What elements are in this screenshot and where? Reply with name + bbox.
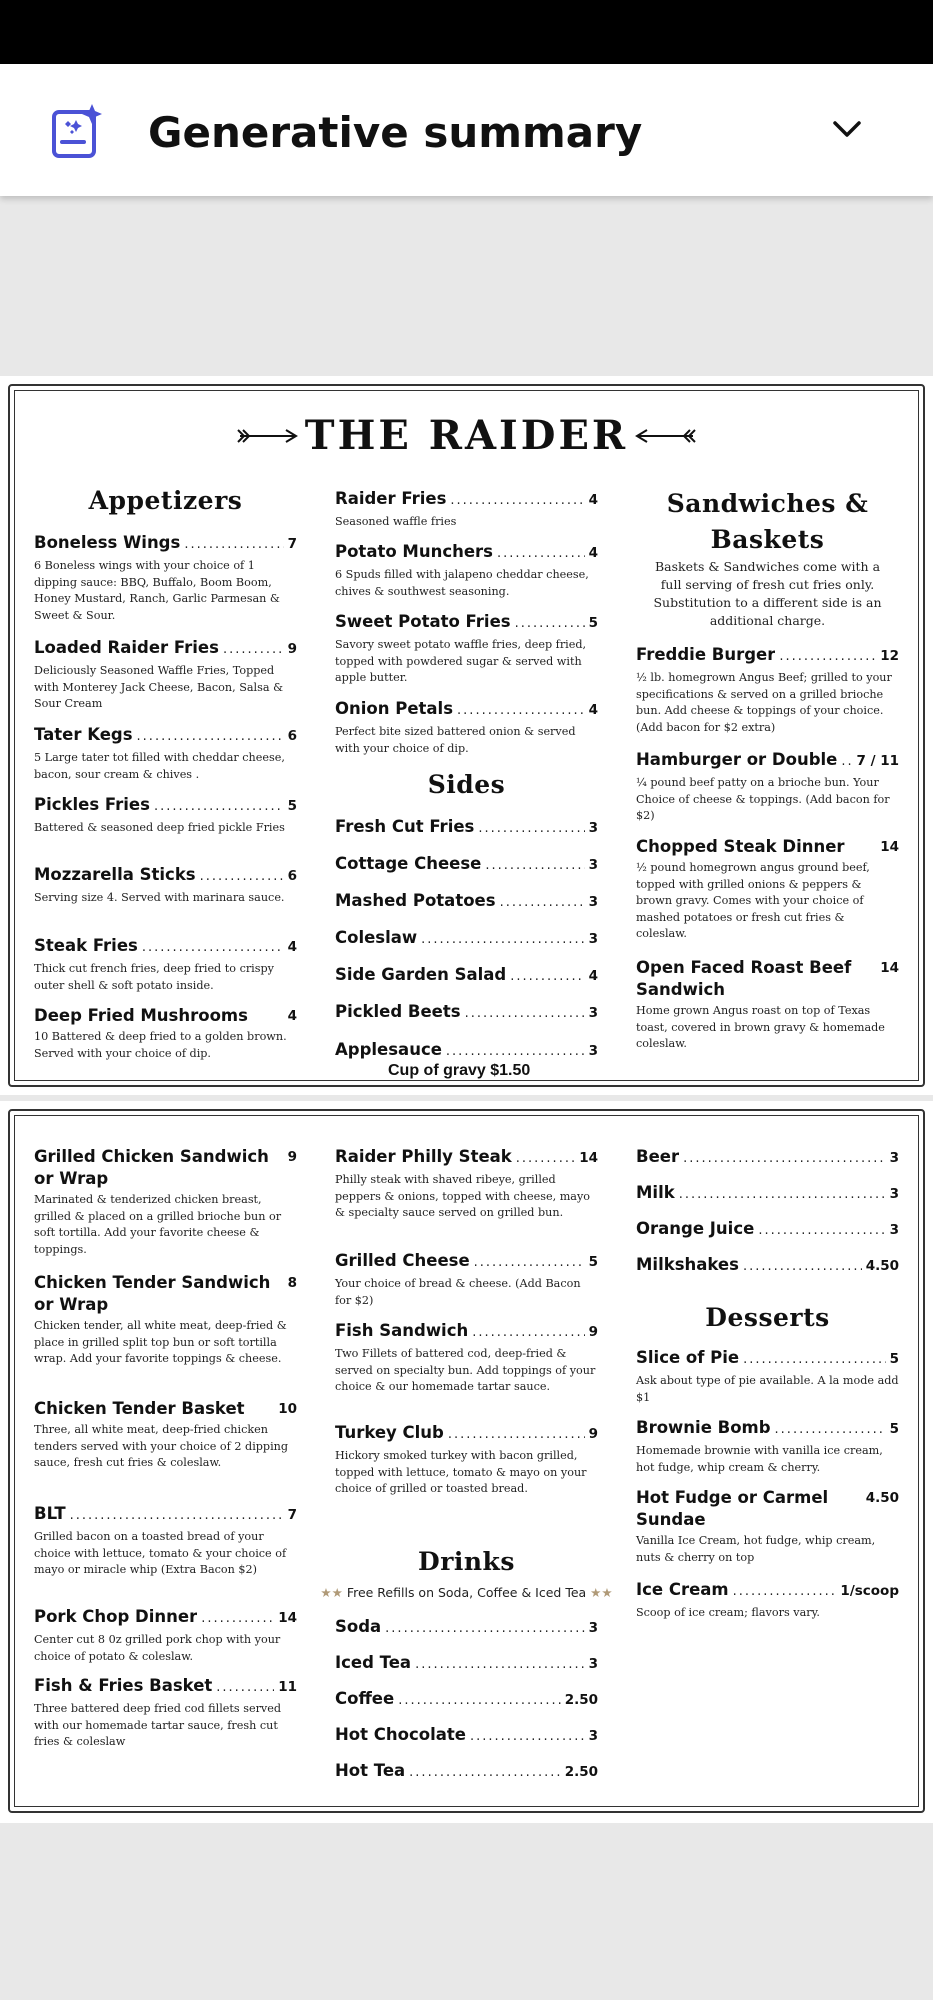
appetizers-column [34,376,297,1095]
middle-column [335,376,598,1095]
menu-item: Pickled Beets ..... 3 [335,1001,598,1025]
restaurant-name: THE RAIDER [304,412,629,459]
right-column [636,1101,899,1821]
menu-item: Freddie Burger ..... 12 ½ lb. homegrown Angus Beef; grilled to your specifications & served on a grilled brioche bun. Add cheese & toppings of your choice. (Add bacon for $2 extra) [636,644,899,736]
menu-item: Potato Munchers ..... 4 6 Spuds filled with jalapeno cheddar cheese, chives & southwest seasoning. [335,541,598,600]
menu-page-1 [0,376,933,1095]
menu-item: Fish & Fries Basket ..... 11 Three battered deep fried cod fillets served with our homemade tartar sauce, fresh cut fries & coleslaw [34,1675,297,1751]
menu-item: BLT ..... 7 Grilled bacon on a toasted bread of your choice with lettuce, tomato & your choice of mayo or miracle whip (Extra Bacon $2) [34,1503,297,1579]
section-heading: Desserts [705,1303,830,1332]
menu-item: Cottage Cheese ..... 3 [335,853,598,877]
gravy-note: Cup of gravy $1.50 [388,1062,531,1079]
menu-item: Raider Fries ..... 4 Seasoned waffle fries [335,488,598,531]
section-heading: Drinks [418,1547,515,1576]
menu-item: Pork Chop Dinner ..... 14 Center cut 8 0z grilled pork chop with your choice of potato & coleslaw. [34,1606,297,1665]
menu-item: Loaded Raider Fries ..... 9 Deliciously Seasoned Waffle Fries, Topped with Monterey Jack Cheese, Bacon, Salsa & Sour Cream [34,637,297,713]
star-icon: ★★ [320,1585,343,1600]
menu-item: 10 Chicken Tender Basket Three, all white meat, deep-fried chicken tenders served with your choice of 2 dipping sauce, fresh cut fries & coleslaw. [34,1399,297,1469]
menu-item: Coleslaw ..... 3 [335,927,598,951]
star-icon: ★★ [590,1585,613,1600]
menu-item: 14 Open Faced Roast Beef Sandwich Home grown Angus roast on top of Texas toast, covered in brown gravy & homemade coleslaw. [636,958,899,1050]
menu-item: Turkey Club ..... 9 Hickory smoked turkey with bacon grilled, topped with lettuce, tomato & mayo on your choice of grilled or toasted bread. [335,1422,598,1498]
menu-item: Coffee ..... 2.50 [335,1688,598,1712]
left-column [34,1101,297,1821]
app-header [0,64,933,196]
menu-item: Orange Juice ..... 3 [636,1218,899,1242]
section-heading: Sides [427,770,506,799]
refill-note: ★★ Free Refills on Soda, Coffee & Iced Tea ★★ [320,1585,613,1600]
menu-item: Brownie Bomb ..... 5 Homemade brownie with vanilla ice cream, hot fudge, whip cream & cherry. [636,1417,899,1476]
menu-item: Soda ..... 3 [335,1616,598,1640]
section-heading: Appetizers [88,486,243,515]
menu-item: 4 Deep Fried Mushrooms 10 Battered & deep fried to a golden brown. Served with your choice of dip. [34,1006,297,1060]
menu-item: Grilled Cheese ..... 5 Your choice of bread & cheese. (Add Bacon for $2) [335,1250,598,1309]
menu-item: Onion Petals ..... 4 Perfect bite sized battered onion & served with your choice of dip. [335,698,598,757]
status-bar [0,0,933,64]
menu-item: 14 Chopped Steak Dinner ½ pound homegrown angus ground beef, topped with grilled onions & peppers & brown gravy. Comes with your choice of mashed potatoes or fresh cut fries & coleslaw. [636,837,899,940]
menu-item: Sweet Potato Fries ..... 5 Savory sweet potato waffle fries, deep fried, topped with powdered sugar & served with apple butter. [335,611,598,687]
menu-item: Hot Tea ..... 2.50 [335,1760,598,1784]
menu-item: Milkshakes ..... 4.50 [636,1254,899,1278]
menu-item: Mozzarella Sticks ..... 6 Serving size 4. Served with marinara sauce. [34,864,297,907]
section-note: Baskets & Sandwiches come with a full serving of fresh cut fries only. Substitution to a different side is an additional charge. [653,559,882,628]
middle-column [320,1101,613,1821]
menu-item: Tater Kegs ..... 6 5 Large tater tot filled with cheddar cheese, bacon, sour cream & chives . [34,724,297,783]
menu-item: Raider Philly Steak ..... 14 Philly steak with shaved ribeye, grilled peppers & onions, topped with cheese, mayo & specialty sauce served on grilled bun. [335,1146,598,1222]
section-heading: Sandwiches & Baskets [666,489,869,554]
menu-item: Boneless Wings ..... 7 6 Boneless wings with your choice of 1 dipping sauce: BBQ, Buffalo, Boom Boom, Honey Mustard, Ranch, Garlic Parmesan & Sweet & Sour. [34,532,297,624]
menu-item: Hot Chocolate ..... 3 [335,1724,598,1748]
menu-item: 4.50 Hot Fudge or Carmel Sundae Vanilla Ice Cream, hot fudge, whip cream, nuts & cherry on top [636,1488,899,1564]
menu-item: Applesauce ..... 3 [335,1039,598,1063]
menu-item: Iced Tea ..... 3 [335,1652,598,1676]
ai-summary-icon [50,102,108,160]
menu-item: 8 Chicken Tender Sandwich or Wrap Chicken tender, all white meat, deep-fried & place in grilled split top bun or soft tortilla wrap. Add your favorite toppings & cheese. [34,1273,297,1365]
menu-item: 9 Grilled Chicken Sandwich or Wrap Marinated & tenderized chicken breast, grilled & placed on a grilled brioche bun or soft tortilla. Add your favorite cheese & toppings. [34,1147,297,1256]
menu-page-2 [0,1101,933,1823]
menu-item: Ice Cream ..... 1/scoop Scoop of ice cream; flavors vary. [636,1579,899,1622]
chevron-down-icon[interactable] [830,112,864,146]
menu-item: Fish Sandwich ..... 9 Two Fillets of battered cod, deep-fried & served on specialty bun. Add toppings of your choice & our homemade tartar sauce. [335,1320,598,1396]
menu-item: Pickles Fries ..... 5 Battered & seasoned deep fried pickle Fries [34,794,297,837]
menu-item: Mashed Potatoes ..... 3 [335,890,598,914]
sandwiches-column [636,376,899,1095]
menu-item: Beer ..... 3 [636,1146,899,1170]
page-title: Generative summary [148,108,643,157]
menu-item: Side Garden Salad ..... 4 [335,964,598,988]
menu-item: Steak Fries ..... 4 Thick cut french fries, deep fried to crispy outer shell & soft potato inside. [34,935,297,994]
menu-item: Fresh Cut Fries ..... 3 [335,816,598,840]
menu-item: Hamburger or Double ..... 7 / 11 ¼ pound beef patty on a brioche bun. Your Choice of cheese & toppings. (Add bacon for $2) [636,749,899,825]
menu-item: Milk ..... 3 [636,1182,899,1206]
menu-item: Slice of Pie ..... 5 Ask about type of pie available. A la mode add $1 [636,1347,899,1406]
